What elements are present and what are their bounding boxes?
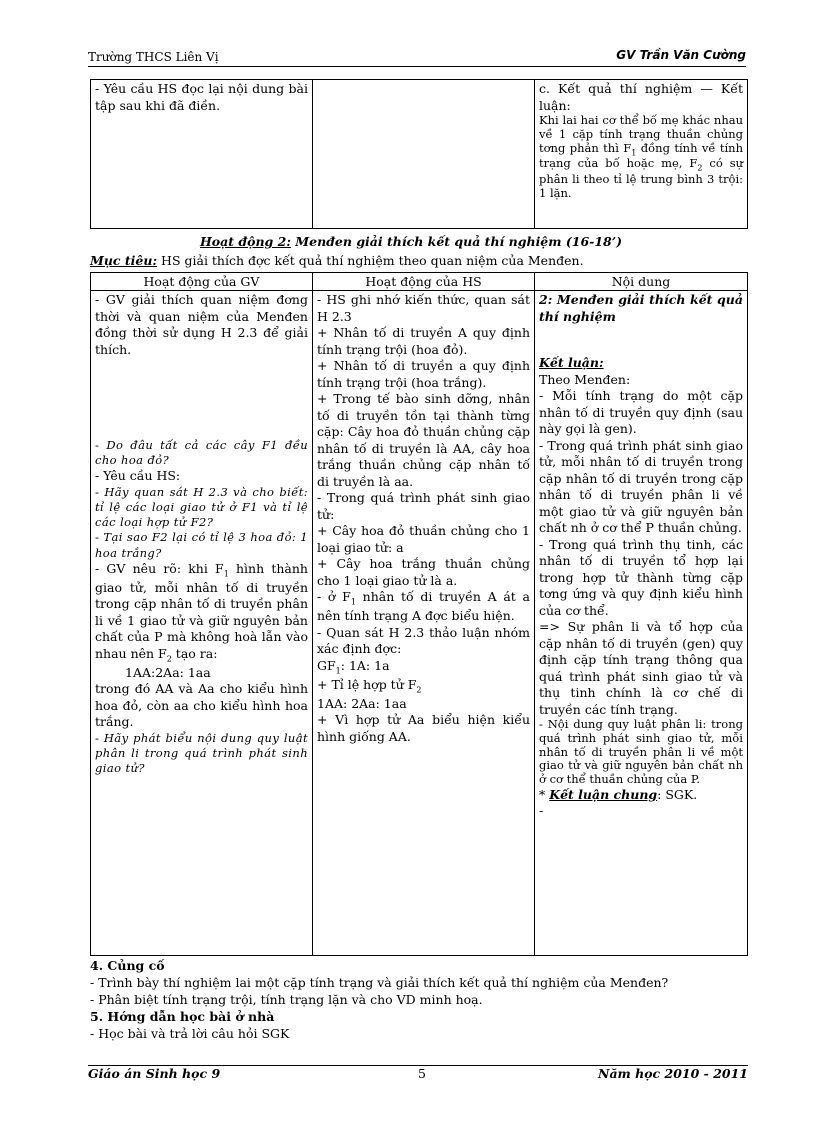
content-item: - Nội dung quy luật phân li: trong quá trình phát sinh giao tử, mỗi nhân tố di truyền phân li về một giao tử và giữ nguyên bản chất nh ở cơ thể thuần chủng của P. [539, 717, 743, 787]
content-item: - Mỗi tính trạng do một cặp nhân tố di truyền quy định (sau này gọi là gen). [539, 388, 743, 436]
result-title: c. Kết quả thí nghiệm — Kết luận: [539, 81, 743, 113]
hs-item: 1AA: 2Aa: 1aa [317, 695, 407, 711]
activity-label: Hoạt động 2: [200, 234, 291, 249]
cell-content [535, 80, 748, 229]
hs-item: + Cây hoa trắng thuần chủng cho 1 loại giao tử là a. [317, 556, 530, 588]
continued-table [90, 79, 748, 229]
cell-gv-activities [91, 291, 313, 956]
hs-item: - Quan sát H 2.3 thảo luận nhóm xác định đợc: [317, 624, 530, 657]
page-header [88, 50, 746, 67]
objective-text: HS giải thích đợc kết quả thí nghiệm theo quan niệm của Menđen. [157, 253, 584, 268]
page-footer [88, 1065, 748, 1082]
content-item: Theo Menđen: [539, 371, 631, 387]
gv-explain-2: - GV nêu rõ: khi $F_1$ hình thành giao tử, mỗi nhân tố di truyền trong cặp nhân tố di truyền phân li về 1 giao tử và giữ nguyên bản chất của P mà không hoà lẫn vào nhau nên $F_2$ tạo ra: [95, 560, 308, 664]
section-5-title: 5. Hớng dẫn học bài ở nhà [90, 1008, 275, 1024]
hs-item: + Trong tế bào sinh dỡng, nhân tố di truyền tồn tại thành từng cặp: Cây hoa đỏ thuần chủng cặp nhân tố di truyền là AA, cây hoa trắng thuần chủng cặp nhân tố di truyền là aa. [317, 391, 530, 489]
gv-question-2: - Hãy quan sát H 2.3 và cho biết: tỉ lệ các loại giao tử ở F1 và tỉ lệ các loại hợp tử F2? [95, 484, 308, 530]
gv-formula: 1AA:2Aa: 1aa [125, 664, 211, 680]
hs-item: + Cây hoa đỏ thuần chủng cho 1 loại giao tử: a [317, 523, 530, 555]
hs-item: - ở $F_1$ nhân tố di truyền A át a nên tính trạng A đợc biểu hiện. [317, 589, 530, 624]
activity-title [200, 234, 622, 249]
hs-item: - Trong quá trình phát sinh giao tử: [317, 490, 530, 522]
objective-label: Mục tiêu: [90, 253, 158, 268]
hs-item: + Nhân tố di truyền A quy định tính trạng trội (hoa đỏ). [317, 325, 530, 357]
content-item: - Trong quá trình thụ tinh, các nhân tố di truyền tổ hợp lại trong hợp tử thành từng cặp tơng ứng và quy định kiểu hình của cơ thể. [539, 536, 743, 618]
content-item: => Sự phân li và tổ hợp của cặp nhân tố di truyền (gen) quy định cặp tính trạng thông qua quá trình phát sinh giao tử và thụ tinh chính là cơ chế di truyền các tính trạng. [539, 619, 743, 717]
section-4-item: - Trình bày thí nghiệm lai một cặp tính trạng và giải thích kết quả thí nghiệm của Menđen? [90, 974, 669, 990]
cell-content-summary [535, 291, 748, 956]
page-number: 5 [418, 1066, 426, 1081]
homework-sections [90, 958, 750, 1042]
content-item: - Trong quá trình phát sinh giao tử, mỗi nhân tố di truyền trong cặp nhân tố di truyền trong cặp nhân tố di truyền phân li về một giao tử và giữ nguyên bản chất nh ở cơ thể P thuần chủng. [539, 437, 743, 535]
activity-table [90, 272, 748, 956]
content-title: 2: Menđen giải thích kết quả thí nghiệm [539, 292, 743, 324]
section-4-item: - Phân biệt tính trạng trội, tính trạng lặn và cho VD minh hoạ. [90, 991, 483, 1007]
section-5-item: - Học bài và trả lời câu hỏi SGK [90, 1025, 290, 1041]
gv-phenotype: trong đó AA và Aa cho kiểu hình hoa đỏ, còn aa cho kiểu hình hoa trắng. [95, 681, 308, 730]
gv-question-1: - Do đâu tất cả các cây F1 đều cho hoa đỏ? [95, 438, 308, 468]
content-item: - [539, 803, 544, 819]
gv-question-4: - Hãy phát biểu nội dung quy luật phân li trong quá trình phát sinh giao tử? [95, 730, 308, 776]
gv-question-3: - Tại sao F2 lại có tỉ lệ 3 hoa đỏ: 1 hoa trắng? [95, 530, 308, 560]
teacher-name: GV Trần Văn Cường [616, 48, 746, 62]
header-gv: Hoạt động của GV [91, 273, 313, 291]
general-conclusion: * Kết luận chung: SGK. [539, 786, 698, 802]
hs-observe: - HS ghi nhớ kiến thức, quan sát H 2.3 [317, 292, 530, 324]
gv-explain: - GV giải thích quan niệm đơng thời và quan niệm của Menđen đồng thời sử dụng H 2.3 để giải thích. [95, 292, 308, 357]
header-hs: Hoạt động của HS [313, 273, 535, 291]
objective [90, 253, 584, 268]
cell-hs-activities [313, 291, 535, 956]
conclusion-label: Kết luận: [539, 355, 604, 370]
footer-right: Năm học 2010 - 2011 [598, 1066, 748, 1081]
gv-instruction: - Yêu cầu HS đọc lại nội dung bài tập sau khi đã điền. [95, 81, 308, 113]
activity-name: Menđen giải thích kết quả thí nghiệm (16-18’) [290, 234, 623, 249]
hs-item: + Nhân tố di truyền a quy định tính trạng trội (hoa trắng). [317, 358, 530, 390]
hs-item: $GF_1$: 1A: 1a [317, 657, 390, 676]
hs-item: + Vì hợp tử Aa biểu hiện kiểu hình giống AA. [317, 712, 530, 744]
cell-hs [313, 80, 535, 229]
result-text: Khi lai hai cơ thể bố mẹ khác nhau về 1 cặp tính trạng thuần chủng tơng phản thì $F_1$ đồng tính về tính trạng của bố hoặc mẹ, $F_2$ có sự phân li theo tỉ lệ trung bình 3 trội: 1 lặn. [539, 113, 744, 201]
school-name: Trường THCS Liên Vị [88, 50, 219, 64]
cell-gv [91, 80, 313, 229]
hs-item: + Tỉ lệ hợp tử $F_2$ [317, 676, 422, 695]
header-content: Nội dung [535, 273, 748, 291]
section-4-title: 4. Củng cố [90, 958, 165, 973]
footer-left: Giáo án Sinh học 9 [88, 1066, 221, 1081]
gv-request: - Yêu cầu HS: [95, 468, 181, 484]
